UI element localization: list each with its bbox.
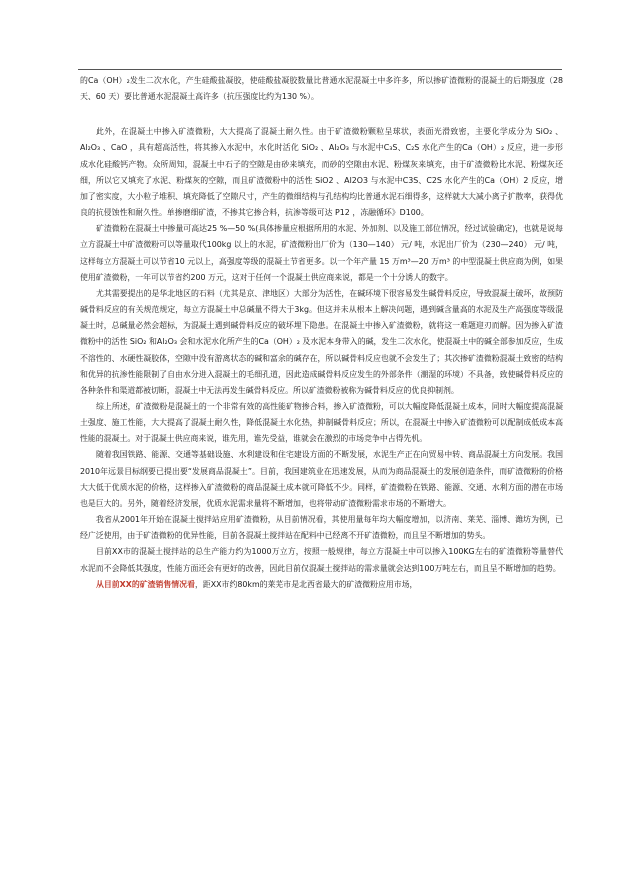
document-body xyxy=(80,73,563,593)
highlighted-phrase: 从目前XX的矿渣销售情况看 xyxy=(96,579,195,589)
paragraph-9-text: ，距XX市约80km的莱芜市是北西省最大的矿渣微粉应用市场， xyxy=(194,579,418,589)
paragraph-6: 随着我国铁路、能源、交通等基础设施、水利建设和住宅建设方面的不断发展，水泥生产正在向贸易中转、商品混凝土方向发展。我国 2010年远景目标纲要已提出要“发展商品混凝土”。目前，我国建筑业在迅速发展，从而为商品混凝土的发展创造条件，而矿渣微粉的价格大大低于优质水泥的价格，这样掺入矿渣微粉的商品混凝土成本就可降低不少。同样，矿渣微粉在铁路、能源、交通、水利方面的潜在市场也是巨大的。另外，随着经济发展，优质水泥需求量将不断增加，也将带动矿渣微粉需求市场的不断增大。 xyxy=(80,450,563,508)
paragraph-5: 综上所述，矿渣微粉是混凝土的一个非常有效的高性能矿物掺合料，掺入矿渣微粉，可以大幅度降低混凝土成本，同时大幅度提高混凝土强度、施工性能，大大提高了混凝土耐久性，降低混凝土水化热，抑制碱骨料反应；所以，在混凝土中掺入矿渣微粉可以配制成低成本高性能的混凝土。对于混凝土供应商来说，谁先用，谁先受益，谁就会在激烈的市场竞争中占得先机。 xyxy=(80,401,563,444)
paragraph-8: 目前XX市的混凝土搅拌站的总生产能力约为1000万立方，按照一般规律，每立方混凝土中可以掺入100KG左右的矿渣微粉等量替代水泥而不会降低其强度，性能方面还会有更好的改善，因此目前仅混凝土搅拌站的需求量就会达到100万吨左右，而且呈不断增加的趋势。 xyxy=(80,547,563,573)
paragraph-4: 尤其需要提出的是华北地区的石料（尤其是京、津地区）大部分为活性，在碱环境下很容易发生碱骨料反应，导致混凝土破坏，故预防碱骨料反应的有关规范规定，每立方混凝土中总碱量不得大于3kg。但这并未从根本上解决问题，遇到碱含量高的水泥及生产高强度等级混凝土时，总碱量必然会超标，为混凝土遇到碱骨料反应的破坏埋下隐患。在混凝土中掺入矿渣微粉，就将这一难题迎刃而解。因为掺入矿渣微粉中的活性 SiO₂ 和Al₂O₃ 会和水泥水化所产生的Ca（OH）₂ 及水泥本身带入的碱，发生二次水化，使混凝土中的碱全部参加反应，生成不溶性的、水硬性凝胶体，空隙中没有游离状态的碱和富余的碱存在，所以碱骨料反应也就不会发生了；其次掺矿渣微粉混凝土致密的结构和优异的抗渗性能限制了自由水分进入混凝土的毛细孔道，因此造成碱骨料反应发生的外部条件（潮湿的环境）不具备，致使碱骨料反应的各种条件和渠道都被切断，混凝土中无法再发生碱骨料反应。所以矿渣微粉被称为碱骨料反应的优良抑制剂。 xyxy=(80,288,563,395)
paragraph-1: 的Ca（OH）₂发生二次水化，产生硅酸盐凝胶，使硅酸盐凝胶数量比普通水泥混凝土中多许多，所以掺矿渣微粉的混凝土的后期强度（28 天、60 天）要比普通水泥混凝土高许多（抗压强度比约为130 %）。 xyxy=(80,76,563,102)
paragraph-gap xyxy=(80,105,563,124)
paragraph-9 xyxy=(80,577,563,593)
paragraph-7: 我省从2001年开始在混凝土搅拌站应用矿渣微粉，从目前情况看，其使用量每年均大幅度增加，以济南、莱芜、淄博、潍坊为例，已经广泛使用，由于矿渣微粉的优异性能，目前各混凝土搅拌站在配料中已经离不开矿渣微粉，而且呈不断增加的势头。 xyxy=(80,515,563,541)
header-rule xyxy=(78,69,562,70)
paragraph-3: 矿渣微粉在混凝土中掺量可高达25 %—50 %(具体掺量应根据所用的水泥、外加剂、以及施工部位情况，经过试验确定)，也就是说每立方混凝土中矿渣微粉可以等量取代100kg 以上的水泥，矿渣微粉出厂价为（130—140） 元/ 吨，水泥出厂价为（230—240） 元/ 吨，这样每立方混凝土可以节省10 元以上，高强度等级的混凝土节省更多。以一个年产量 15 万m³—20 万m³ 的中型混凝土供应商为例，如果使用矿渣微粉，一年可以节省约200 万元，这对于任何一个混凝土供应商来说，都是一个十分诱人的数字。 xyxy=(80,224,563,282)
paragraph-2: 此外，在混凝土中掺入矿渣微粉，大大提高了混凝土耐久性。由于矿渣微粉颗粒呈球状，表面光滑致密，主要化学成分为 SiO₂ 、Al₂O₃ 、CaO ，具有超高活性，将其掺入水泥中，水化时活化 SiO₂ 、Al₂O₃ 与水泥中C₃S、C₂S 水化产生的Ca（OH）₂ 反应，进一步形成水化硅酸钙产物。众所周知，混凝土中石子的空隙是由砂来填充，而砂的空隙由水泥、粉煤灰来填充，由于矿渣微粉比水泥、粉煤灰还细，所以它又填充了水泥、粉煤灰的空隙，而且矿渣微粉中的活性 SiO2 、Al2O3 与水泥中C3S、C2S 水化产生的Ca（OH）2 反应，增加了密实度，大小粒子堆积、填充降低了空隙尺寸，产生的微细结构与孔结构均比普通水泥石细得多，这样就大大减小离子扩散率，获得优良的抗侵蚀性和耐久性。单掺磨细矿渣，不掺其它掺合料，抗渗等级可达 P12 ，冻融循环》D100。 xyxy=(80,127,563,218)
